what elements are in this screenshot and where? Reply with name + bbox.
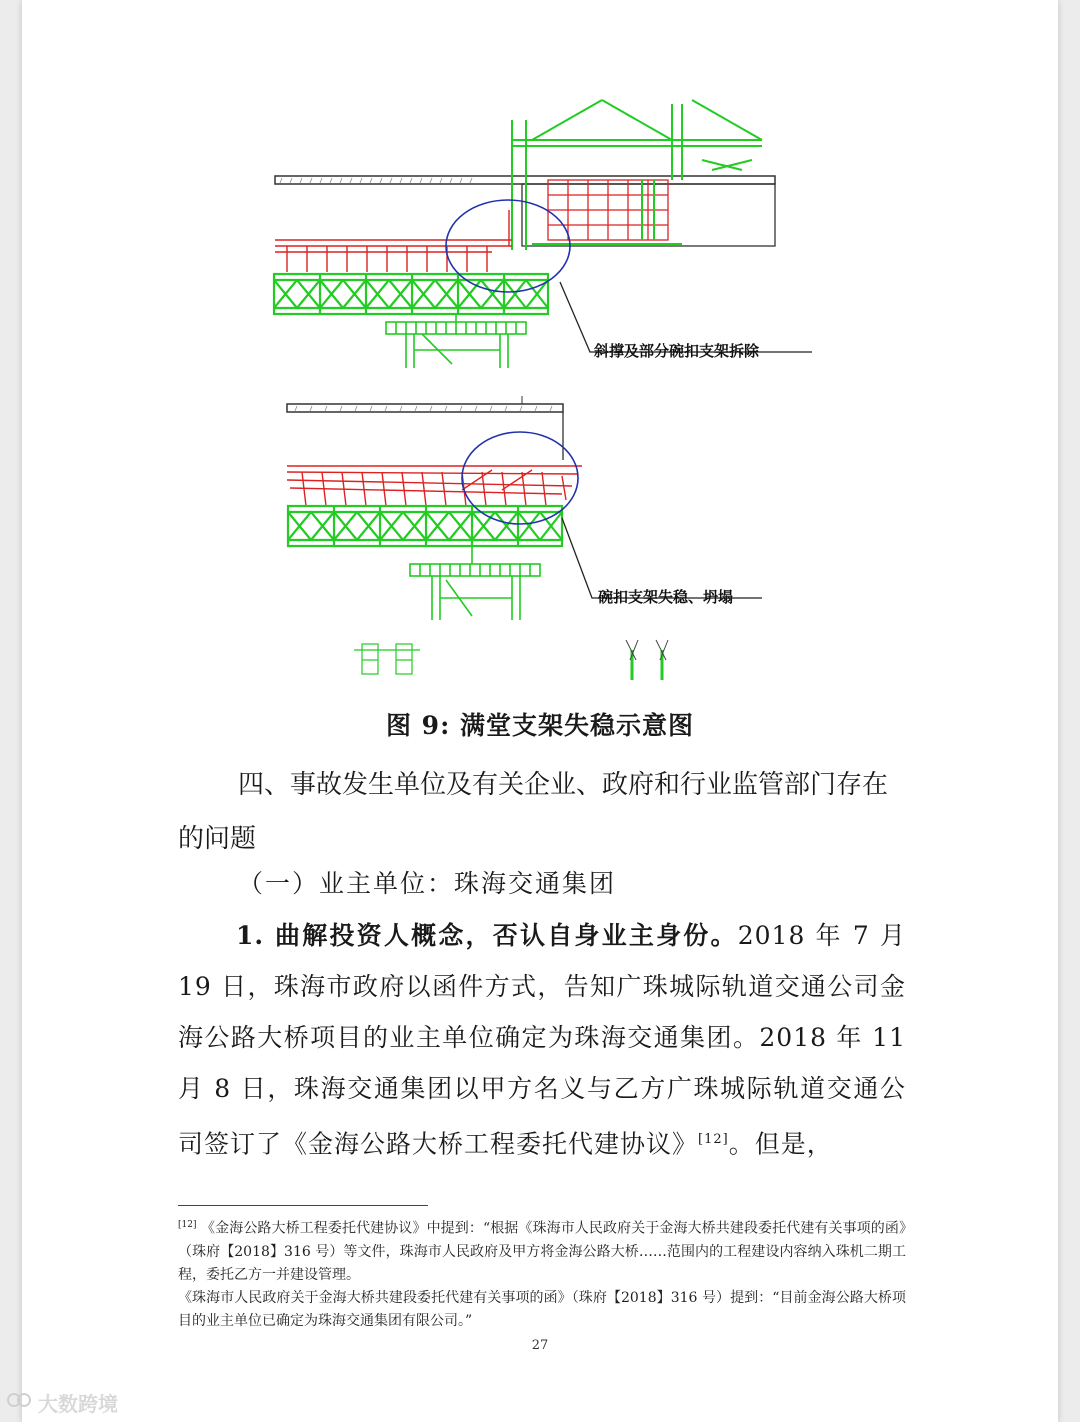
watermark-text: 大数跨境	[38, 1392, 118, 1416]
footnote-mark: [12]	[178, 1220, 197, 1230]
body-paragraph	[178, 910, 906, 1169]
footnote-line-1	[178, 1214, 906, 1287]
footing-details	[354, 640, 668, 680]
top-diagram	[274, 100, 812, 368]
footnote-ref[interactable]: [12]	[698, 1132, 729, 1147]
section-heading: 四、事故发生单位及有关企业、政府和行业监管部门存在的问题	[178, 770, 889, 854]
annotation-removal: 斜撑及部分碗扣支架拆除	[594, 342, 760, 360]
subsection-heading: （一）业主单位：珠海交通集团	[238, 869, 617, 898]
watermark	[6, 1388, 118, 1417]
paragraph-tail: 。但是，	[728, 1129, 833, 1159]
scaffold-diagram	[22, 0, 1058, 700]
footnote-divider	[178, 1205, 428, 1206]
figure-caption: 图 9: 满堂支架失稳示意图	[385, 711, 695, 740]
document-page	[22, 0, 1058, 1422]
annotation-collapse: 碗扣支架失稳、坍塌	[598, 588, 734, 606]
paragraph-text: 2018 年 7 月 19 日，珠海市政府以函件方式，告知广珠城际轨道交通公司金海公路大桥项目的业主单位确定为珠海交通集团。2018 年 11 月 8 日，珠海交通集团以甲方名义与乙方广珠城际轨道交通公司签订了《金海公路大桥工程委托代建协议》	[178, 921, 906, 1159]
footnote	[178, 1214, 906, 1333]
paragraph-lead: 1. 曲解投资人概念，否认自身业主身份。	[236, 921, 738, 950]
watermark-logo-icon	[6, 1390, 32, 1415]
page-number: 27	[531, 1338, 549, 1353]
footnote-text-1: 《金海公路大桥工程委托代建协议》中提到：“根据《珠海市人民政府关于金海大桥共建段委托代建有关事项的函》（珠府【2018】316 号）等文件，珠海市人民政府及甲方将金海公路大桥……范围内的工程建设内容纳入珠机二期工程，委托乙方一并建设管理。	[178, 1220, 906, 1283]
footnote-text-2: 《珠海市人民政府关于金海大桥共建段委托代建有关事项的函》（珠府【2018】316 号）提到：“目前金海公路大桥项目的业主单位已确定为珠海交通集团有限公司。”	[178, 1289, 906, 1329]
scaffold-diagram-svg	[22, 0, 1058, 700]
